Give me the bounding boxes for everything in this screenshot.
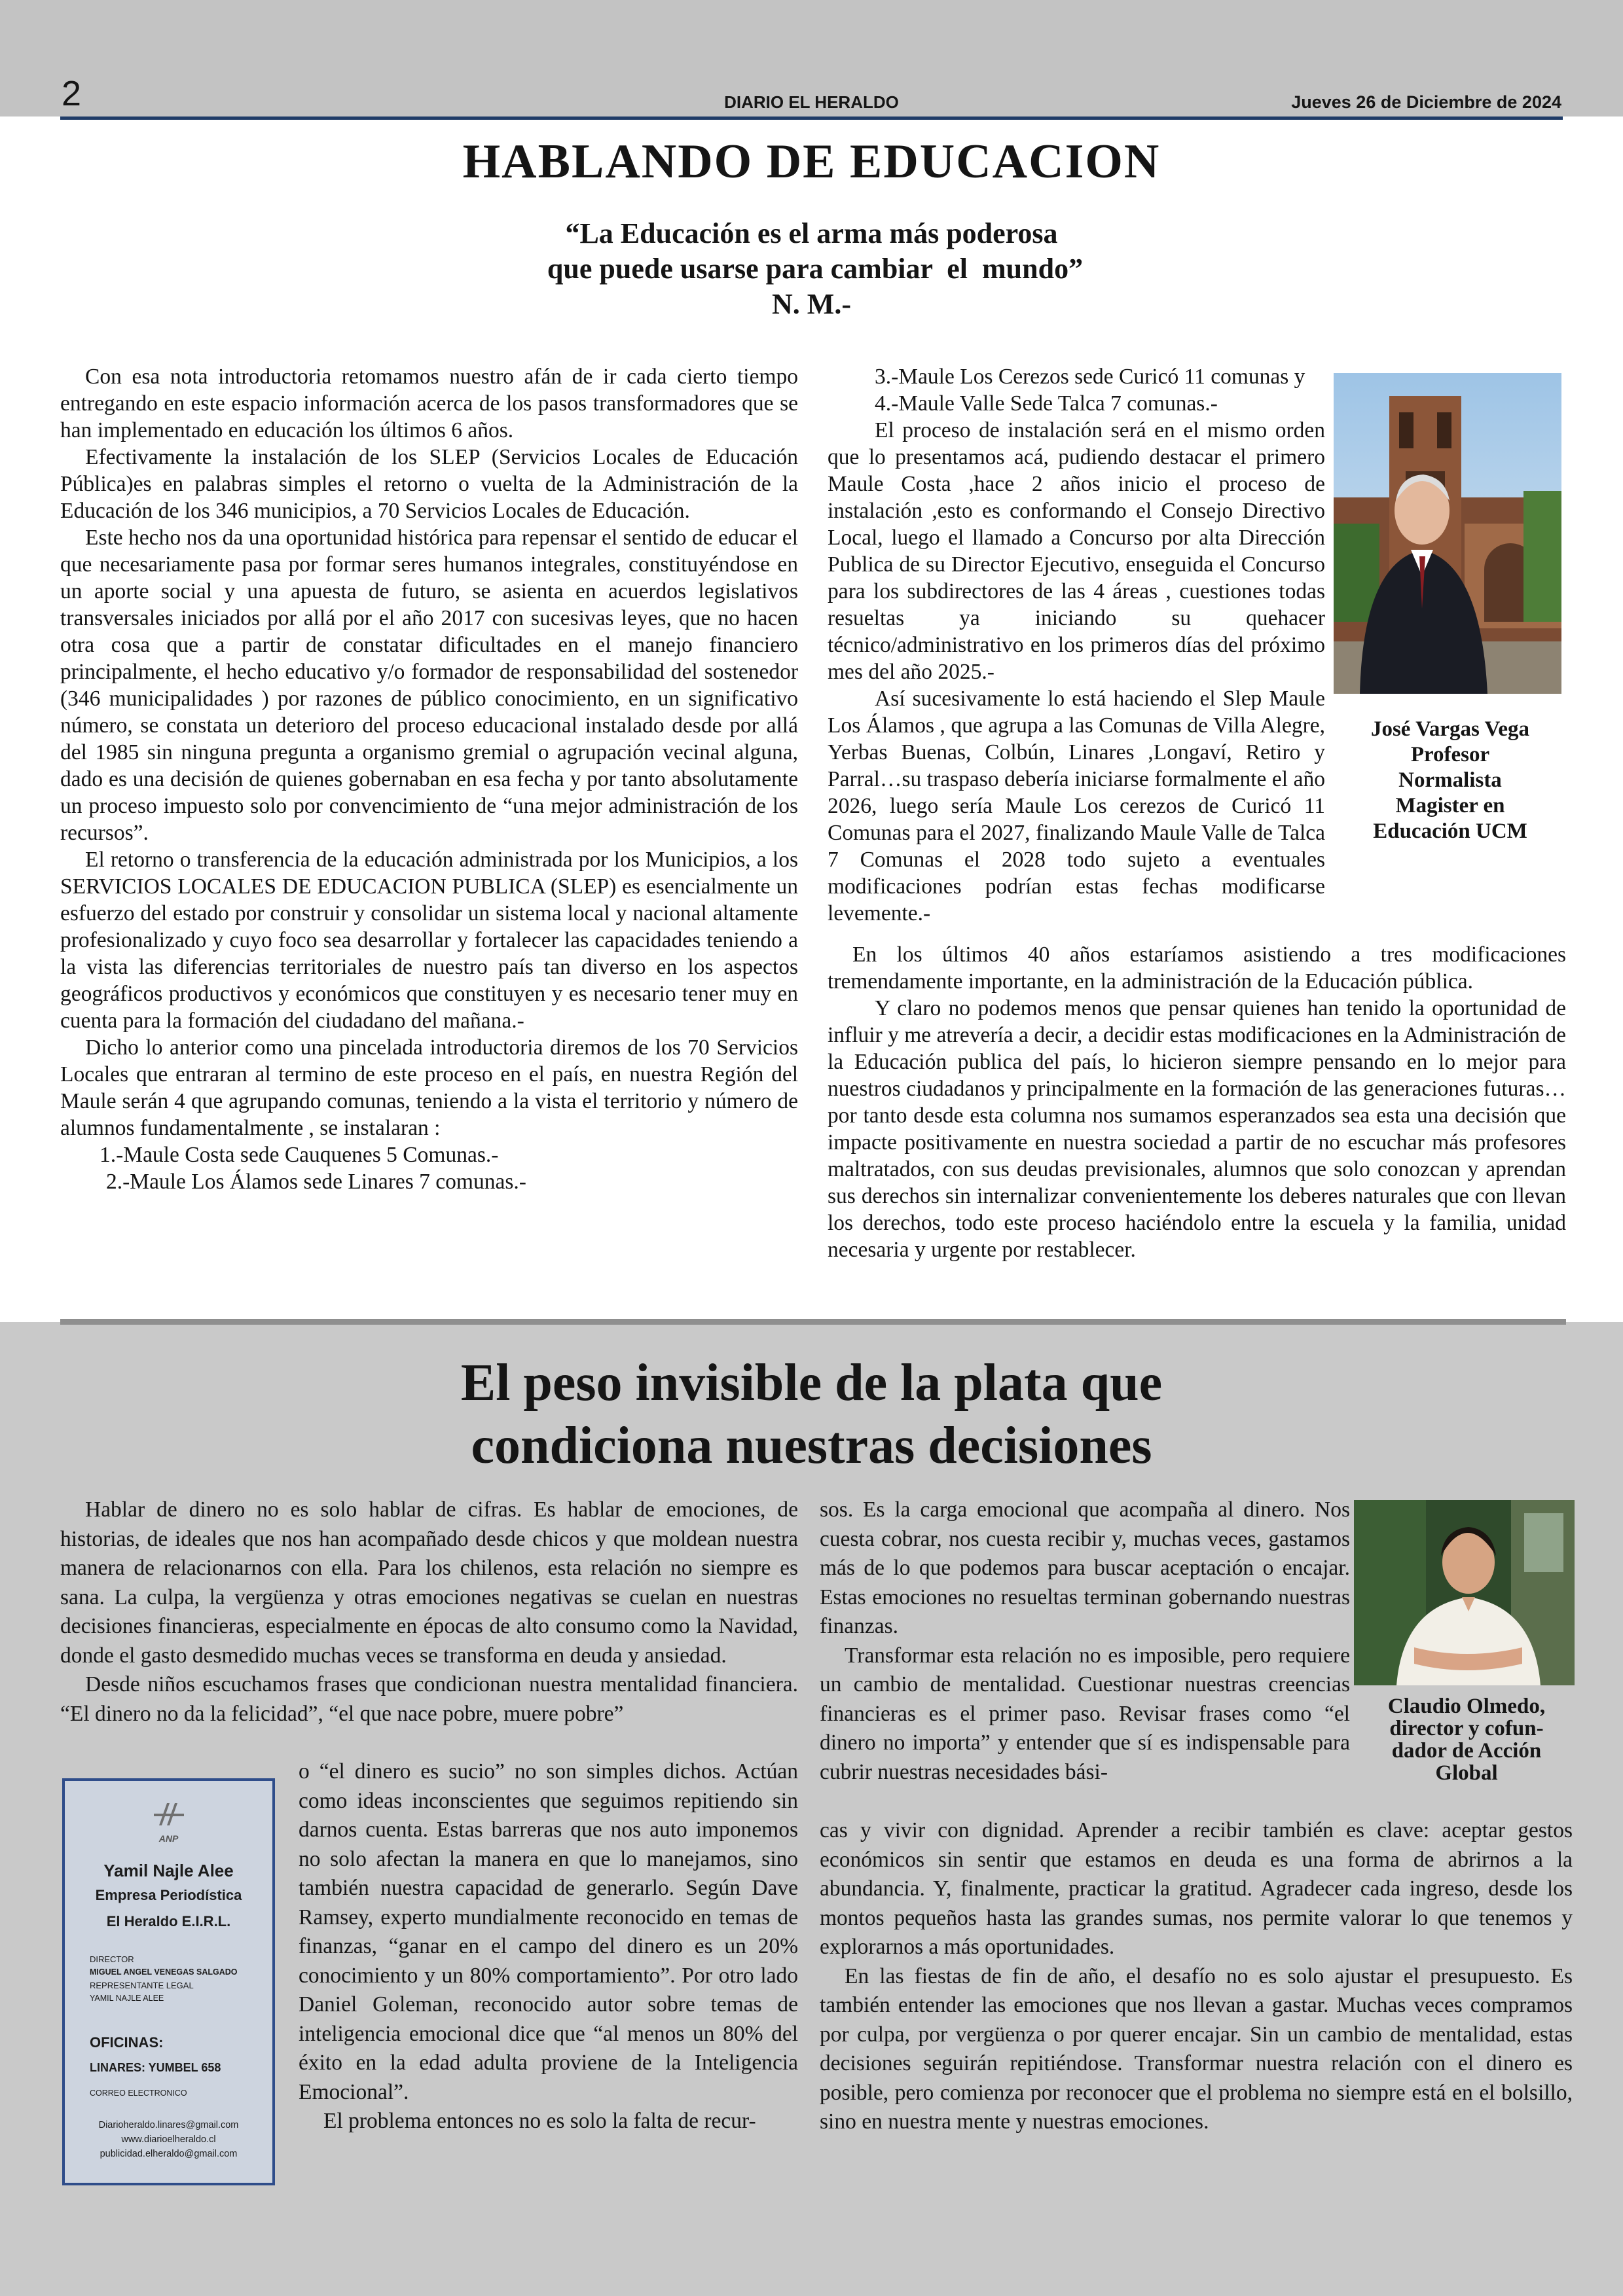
paragraph: sos. Es la carga emocional que acompaña al dinero. Nos cuesta cobrar, nos cuesta recibir y, muchas veces, gastamos más de lo que podemos para buscar aceptación o encajar. Estas emociones no resueltas terminan gobernando nuestras finanzas. — [820, 1498, 1350, 1638]
finance-left-column-narrow — [299, 1757, 798, 2136]
author-caption-claudio-olmedo — [1349, 1695, 1584, 1784]
quote-author: N. M.- — [772, 288, 851, 320]
caption-line: Educación UCM — [1373, 819, 1527, 843]
paragraph: El retorno o transferencia de la educación administrada por los Municipios, a los SERVICIOS LOCALES DE EDUCACION PUBLICA (SLEP) es esencialmente un esfuerzo del estado por construir y consolidar un sistema local y nacional altamente profesionalizado y cuyo foco sea desarrollar y fortalecer las capacidades teniendo a la vista las diferencias territoriales de nuestro país tan diverso en los aspectos geográficos productivos y económicos que constituyen y es necesario tener muy en cuenta para la formación del ciudadano del mañana.- — [60, 848, 798, 1033]
offices-label: OFICINAS: — [90, 2034, 164, 2051]
title-line: condiciona nuestras decisiones — [471, 1417, 1152, 1475]
director-name: MIGUEL ANGEL VENEGAS SALGADO — [90, 1967, 238, 1977]
education-right-column-wrapped — [828, 363, 1325, 927]
author-photo-image — [1334, 373, 1561, 694]
author-photo-jose-vargas — [1334, 373, 1561, 694]
paragraph: cas y vivir con dignidad. Aprender a recibir también es clave: aceptar gestos económicos sin sentir que estamos en deuda es una forma de abrirnos a la abundancia. Y, finalmente, practicar la gratitud. Agradecer cada ingreso, desde los montos pequeños hasta las grandes sumas, nos permite valorar lo que tenemos y explorarnos a más oportunidades. — [820, 1818, 1573, 1959]
article-title-finance — [0, 1352, 1623, 1477]
masthead-company-name: El Heraldo E.I.R.L. — [106, 1913, 231, 1929]
author-caption-jose-vargas — [1326, 717, 1575, 844]
legal-rep-label: REPRESENTANTE LEGAL — [90, 1981, 194, 1990]
title-line: El peso invisible de la plata que — [460, 1354, 1163, 1412]
caption-line: Claudio Olmedo, — [1387, 1695, 1546, 1718]
anp-logo-label: ANP — [158, 1833, 179, 1844]
caption-line: José Vargas Vega — [1370, 717, 1530, 741]
caption-line: Normalista — [1398, 768, 1502, 792]
page-number: 2 — [62, 74, 82, 113]
paragraph: Hablar de dinero no es solo hablar de cifras. Es hablar de emociones, de historias, de ideales que nos han acompañado desde chicos y que moldean nuestra manera de relacionarnos con ella. Para los chilenos, esta relación no siempre es sana. La culpa, la vergüenza y otras emociones negativas se cuelan en nuestras decisiones financieras, especialmente en épocas de alto consumo como la Navidad, donde el gasto desmedido muchas veces se transforma en deuda y ansiedad. — [60, 1498, 798, 1668]
director-label: DIRECTOR — [90, 1954, 134, 1964]
caption-line: Global — [1435, 1761, 1498, 1785]
paragraph: Así sucesivamente lo está haciendo el Slep Maule Los Álamos , que agrupa a las Comunas de Villa Alegre, Yerbas Buenas, Colbún, Linares ,Longaví, Retiro y Parral…su traspaso debería iniciarse formalmente el año 2026, luego sería Maule Los cerezos de Curicó 11 Comunas para el 2027, finalizando Maule Valle de Talca 7 Comunas el 2028 todo sujeto a eventuales modificaciones podrían estas fechas modificarse levemente.- — [828, 687, 1325, 925]
caption-line: Profesor — [1410, 743, 1490, 766]
contact-email-1: Diarioheraldo.linares@gmail.com — [98, 2120, 239, 2130]
contact-email-2: publicidad.elheraldo@gmail.com — [100, 2149, 238, 2159]
paragraph: Dicho lo anterior como una pincelada introductoria diremos de los 70 Servicios Locales que entraran al termino de este proceso en el país, en nuestra Región del Maule serán 4 que agrupando comunas, teniendo a la vista el territorio y número de alumnos fundamentalmente , se instalaran : — [60, 1035, 798, 1140]
page-header — [60, 73, 1563, 120]
finance-right-column-wrapped — [820, 1496, 1350, 1787]
epigraph-quote — [0, 216, 1623, 322]
education-right-column-full — [828, 941, 1566, 1263]
paragraph: Transformar esta relación no es imposible, pero requiere un cambio de mentalidad. Cuestionar nuestras creencias financieras es el primer paso. Revisar frases como “el dinero no importa” y entender que sí es indispensable para cubrir nuestras necesidades bási- — [820, 1643, 1350, 1784]
list-item: 1.-Maule Costa sede Cauquenes 5 Comunas.- — [100, 1143, 499, 1167]
paragraph: Desde niños escuchamos frases que condicionan nuestra mentalidad financiera. “El dinero no da la felicidad”, “el que nace pobre, muere pobre” — [60, 1672, 798, 1726]
issue-date: Jueves 26 de Diciembre de 2024 — [1291, 92, 1561, 112]
anp-logo — [65, 1799, 272, 1833]
anp-logo-icon — [146, 1799, 192, 1829]
masthead-owner: Yamil Najle Alee — [103, 1861, 234, 1880]
paragraph: Este hecho nos da una oportunidad histórica para repensar el sentido de educar el que necesariamente pasa por formar seres humanos integrales, constituyéndose en un aporte social y una apuesta de futuro, se asienta en acuerdos legislativos transversales iniciados por allá por el año 2017 con sucesivas leyes, que no hacen otra cosa que a partir de constatar dificultades en el manejo financiero principalmente, el hecho educativo y/o formador de responsabilidad del sostenedor (346 municipalidades ) por razones de público conocimiento, en un significativo número, se constata un deterioro del proceso educacional instalado desde por allá del 1985 sin ninguna pregunta a organismo gremial o agrupación vecinal alguna, dado es una decisión de quienes gobernaban en esa fecha y por tanto absolutamente un proceso impuesto solo por convencimiento de “una mejor administración de los recursos”. — [60, 526, 798, 845]
masthead-company: Empresa Periodística — [95, 1887, 242, 1903]
section-divider — [60, 1319, 1566, 1325]
paragraph: En los últimos 40 años estaríamos asistiendo a tres modificaciones tremendamente importante, en la administración de la Educación pública. — [828, 942, 1566, 994]
legal-rep-name: YAMIL NAJLE ALEE — [90, 1994, 164, 2003]
caption-line: dador de Acción — [1391, 1739, 1542, 1763]
finance-left-column-full — [60, 1496, 798, 1729]
newspaper-masthead-box — [62, 1778, 275, 2185]
paragraph: o “el dinero es sucio” no son simples dichos. Actúan como ideas inconscientes que seguimos repitiendo sin darnos cuenta. Estas barreras que nos auto imponemos no solo afectan la manera en que lo manejamos, sino también nuestra capacidad de generarlo. Según Dave Ramsey, experto mundialmente reconocido en temas de finanzas, “ganar en el campo del dinero es un 20% conocimiento y un 80% comportamiento”. Por otro lado Daniel Goleman, reconocido autor sobre temas de inteligencia emocional dice que “al menos un 80% del éxito en la edad adulta proviene de la Inteligencia Emocional”. — [299, 1759, 798, 2104]
list-item: 4.-Maule Valle Sede Talca 7 comunas.- — [875, 391, 1218, 416]
finance-right-column-full — [820, 1816, 1573, 2137]
paragraph: El proceso de instalación será en el mismo orden que lo presentamos acá, pudiendo destacar el primero Maule Costa ,hace 2 años inicio el proceso de instalación ,esto es conformando el Consejo Directivo Local, luego el llamado a Concurso por alta Dirección Publica de su Director Ejecutivo, enseguida el Concurso para los subdirectores de las 4 áreas , cuestiones todas resueltas ya iniciando su quehacer técnico/administrativo en los primeros días del próximo mes del año 2025.- — [828, 418, 1325, 684]
quote-line: que puede usarse para cambiar el mundo” — [539, 253, 1084, 285]
quote-line: “La Educación es el arma más poderosa — [565, 217, 1058, 249]
paragraph: En las fiestas de fin de año, el desafío no es solo ajustar el presupuesto. Es también entender las emociones que nos llevan a gastar. Muchas veces compramos por culpa, por vergüenza o por querer encajar. Sin un cambio de mentalidad, estas decisiones seguirán repitiéndose. Transformar nuestra relación con el dinero es posible, pero comienza por reconocer que el problema no siempre está en el bolsillo, sino en nuestra mente y nuestras emociones. — [820, 1964, 1573, 2134]
list-item: 3.-Maule Los Cerezos sede Curicó 11 comunas y — [875, 365, 1305, 389]
list-item: 2.-Maule Los Álamos sede Linares 7 comunas.- — [106, 1170, 526, 1194]
caption-line: Magister en — [1395, 794, 1505, 817]
paragraph: Efectivamente la instalación de los SLEP (Servicios Locales de Educación Pública)es en palabras simples el retorno o vuelta de la Administración de la Educación de los 346 municipios, a 70 Servicios Locales de Educación. — [60, 445, 798, 523]
article-title-education: HABLANDO DE EDUCACION — [462, 135, 1161, 188]
education-left-column — [60, 363, 798, 1195]
paragraph: Y claro no podemos menos que pensar quienes han tenido la oportunidad de influir y me atrevería a decir, a decidir estas modificaciones en la Administración de la Educación publica del país, lo hicieron siempre pensando en lo mejor para nuestros ciudadanos y principalmente en la formación de las generaciones futuras…por tanto desde esta columna nos sumamos esperanzados sea esta una decisión que impacte positivamente en nuestra sociedad a partir de no escuchar más profesores maltratados, con sus deudas previsionales, alumnos que solo conozcan y aprendan sus derechos sin internalizar convenientemente los deberes naturales que con llevan los derechos, todo este proceso haciéndolo entre la escuela y la familia, unidad necesaria y urgente por restablecer. — [828, 996, 1566, 1262]
email-label: CORREO ELECTRONICO — [90, 2089, 187, 2098]
paragraph: El problema entonces no es solo la falta de recur- — [323, 2109, 756, 2133]
offices-address: LINARES: YUMBEL 658 — [90, 2061, 221, 2074]
author-photo-claudio-olmedo — [1354, 1500, 1575, 1685]
newspaper-name: DIARIO EL HERALDO — [724, 92, 899, 112]
website-link: www.diarioelheraldo.cl — [121, 2134, 216, 2145]
paragraph: Con esa nota introductoria retomamos nuestro afán de ir cada cierto tiempo entregando en este espacio información acerca de los pasos transformadores que se han implementado en educación los últimos 6 años. — [60, 365, 798, 442]
caption-line: director y cofun- — [1389, 1717, 1544, 1740]
author-photo-image — [1354, 1500, 1575, 1685]
